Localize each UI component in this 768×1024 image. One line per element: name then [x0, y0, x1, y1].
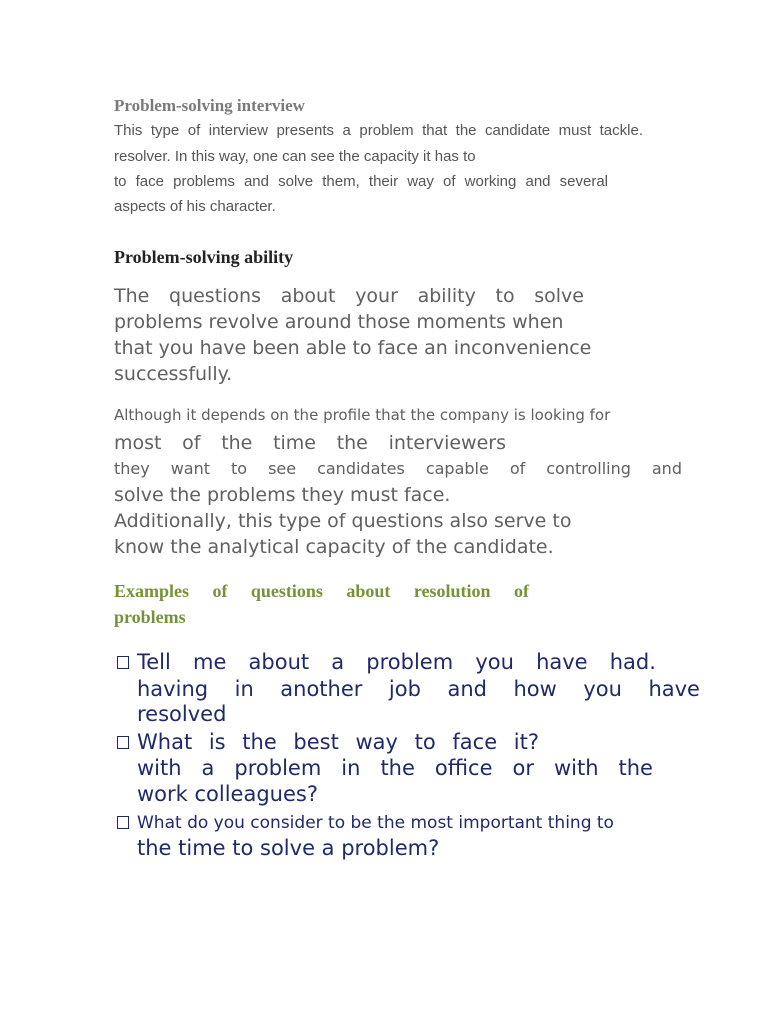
paragraph-line: resolver. In this way, one can see the capacity it has to [114, 148, 476, 165]
word: of [187, 122, 201, 139]
word: What [137, 730, 193, 754]
paragraph-line: aspects of his character. [114, 198, 276, 215]
word: a [342, 122, 351, 139]
word: presents [276, 122, 335, 139]
word: of [182, 432, 201, 454]
word: them, [322, 173, 360, 190]
word: face [135, 173, 164, 190]
paragraph-line: know the analytical capacity of the candidate. [114, 536, 554, 558]
word: or [512, 756, 534, 780]
word: your [355, 285, 398, 307]
paragraph-line: solve the problems they must face. [114, 484, 451, 506]
word: problem [234, 756, 322, 780]
word: must [558, 122, 592, 139]
word: interview [208, 122, 268, 139]
word: of [509, 459, 526, 478]
word: to [495, 285, 515, 307]
word: about [280, 285, 336, 307]
word: want [170, 459, 211, 478]
word: have [536, 650, 588, 674]
question-line: resolved [137, 702, 227, 726]
word: and [525, 173, 551, 190]
word: that [422, 122, 448, 139]
question-line [137, 650, 656, 674]
word: you [583, 677, 622, 701]
word: of [513, 581, 529, 601]
checkbox-bullet-icon [117, 816, 129, 829]
section-heading-interview: Problem-solving interview [114, 96, 305, 115]
checkbox-bullet-icon [117, 736, 129, 749]
word: their [368, 173, 399, 190]
word: candidates [317, 459, 405, 478]
word: they [114, 459, 150, 478]
question-line: work colleagues? [137, 782, 318, 806]
word: type [150, 122, 180, 139]
word: Tell [137, 650, 171, 674]
section-heading-ability: Problem-solving ability [114, 247, 294, 267]
word: best [293, 730, 339, 754]
word: solve [278, 173, 314, 190]
paragraph-line [114, 432, 506, 454]
word: problem [366, 650, 454, 674]
paragraph-line [114, 285, 584, 307]
word: and [243, 173, 269, 190]
word: another [280, 677, 363, 701]
word: candidate [485, 122, 551, 139]
word: solve [534, 285, 584, 307]
word: the [380, 756, 415, 780]
word: office [434, 756, 493, 780]
word: the [242, 730, 277, 754]
word: to [231, 459, 248, 478]
word: The [114, 285, 150, 307]
word: about [248, 650, 310, 674]
word: capable [425, 459, 489, 478]
word: way [407, 173, 434, 190]
section-heading-examples-cont: problems [114, 607, 186, 627]
word: and [447, 677, 487, 701]
word: the [455, 122, 477, 139]
word: problems [173, 173, 235, 190]
word: resolution [413, 581, 491, 601]
word: you [475, 650, 514, 674]
word: it? [513, 730, 539, 754]
word: questions [250, 581, 323, 601]
word: a [331, 650, 345, 674]
word: with [553, 756, 599, 780]
section-heading-examples [114, 581, 529, 602]
word: interviewers [388, 432, 506, 454]
word: having [137, 677, 209, 701]
paragraph-line: Additionally, this type of questions also serve to [114, 510, 572, 532]
word: problem [359, 122, 414, 139]
checkbox-bullet-icon [117, 656, 129, 669]
word: This [114, 122, 143, 139]
paragraph-line: successfully. [114, 363, 233, 385]
word: controlling [546, 459, 631, 478]
word: time [273, 432, 316, 454]
word: me [193, 650, 227, 674]
word: the [336, 432, 368, 454]
paragraph-line [114, 173, 608, 190]
word: of [212, 581, 228, 601]
question-line [137, 756, 653, 780]
word: ability [417, 285, 476, 307]
question-line [137, 677, 700, 701]
paragraph-line: that you have been able to face an inconvenience [114, 337, 592, 359]
word: face [452, 730, 498, 754]
word: several [559, 173, 608, 190]
word: a [201, 756, 215, 780]
word: working [464, 173, 517, 190]
word: with [137, 756, 182, 780]
question-line: What do you consider to be the most important thing to [137, 813, 614, 833]
word: had. [609, 650, 656, 674]
word: how [513, 677, 557, 701]
word: to [414, 730, 436, 754]
word: of [443, 173, 456, 190]
word: to [114, 173, 127, 190]
word: questions [169, 285, 262, 307]
word: job [388, 677, 421, 701]
word: in [341, 756, 361, 780]
word: way [355, 730, 398, 754]
word: most [114, 432, 162, 454]
paragraph-line [114, 122, 643, 139]
word: see [268, 459, 297, 478]
paragraph-line: problems revolve around those moments when [114, 311, 564, 333]
word: in [234, 677, 254, 701]
word: the [221, 432, 253, 454]
question-line: the time to solve a problem? [137, 836, 440, 860]
paragraph-line: Although it depends on the profile that the company is looking for [114, 406, 611, 424]
word: have [648, 677, 700, 701]
word: and [651, 459, 682, 478]
word: is [208, 730, 226, 754]
word: Examples [114, 581, 190, 601]
question-line [137, 730, 539, 754]
word: the [618, 756, 653, 780]
word: tackle. [599, 122, 643, 139]
word: about [346, 581, 391, 601]
paragraph-line [114, 459, 682, 478]
